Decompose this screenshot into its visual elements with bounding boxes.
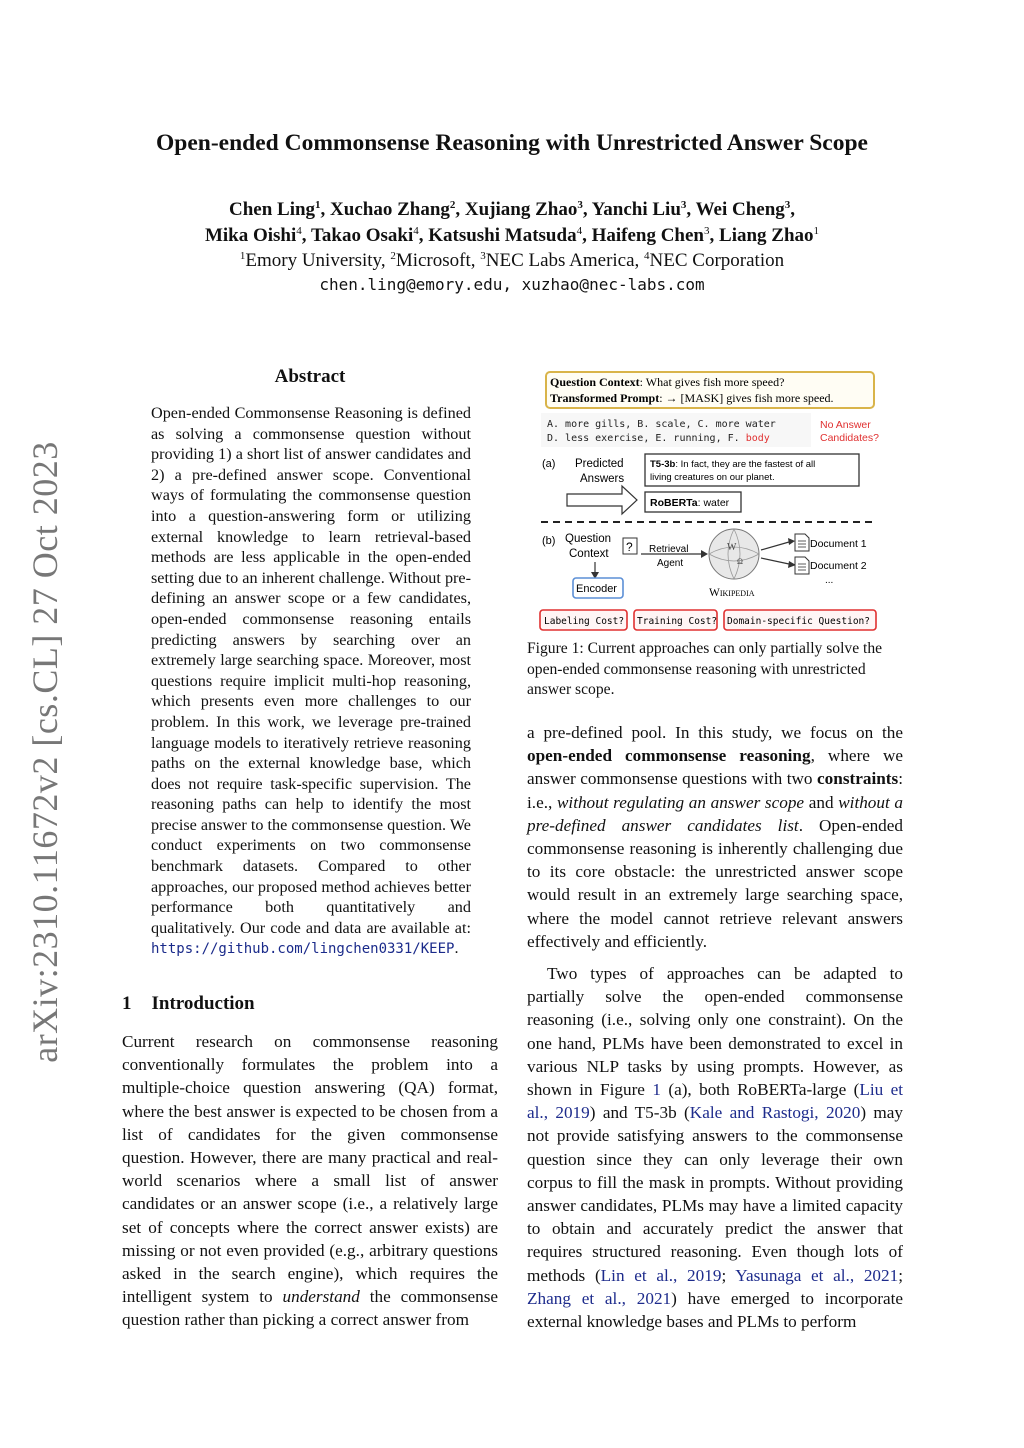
svg-text:...: ... [825, 575, 834, 586]
svg-text:living creatures on our planet: living creatures on our planet. [650, 472, 775, 483]
intro-paragraph: Current research on commonsense reasoning conventionally formulates the problem into a multiple-choice question answering (QA) format, where the best answer is expected to be chosen from a list of candidates for the given commonsense question. However, there are many practical and real-world scenarios where a small list of answer candidates or an answer scope (i.e., a relatively large set of concepts where the correct answer exists) are missing or not even provided (e.g., arbitrary questions asked in the search engine), which requires the intelligent system to understand the commonsense question rather than picking a correct answer from [122, 1032, 499, 1330]
author-line-1: Chen Ling$^1$, Xuchao Zhang$^2$, Xujiang Zhao$^3$, Yanchi Liu$^3$, Wei Cheng$^3$, [228, 199, 796, 220]
svg-text:Candidates?: Candidates? [820, 432, 879, 444]
author: Liang Zhao$^1$ [719, 225, 820, 246]
citation[interactable]: Kale and Rastogi, 2020 [689, 1103, 861, 1123]
svg-text:RoBERTa: water: RoBERTa: water [650, 497, 730, 509]
svg-text:Document 1: Document 1 [810, 538, 867, 550]
author: Chen Ling$^1$ [228, 199, 321, 220]
svg-text:A. more gills, B. scale, C. mo: A. more gills, B. scale, C. more water [547, 419, 776, 430]
arxiv-id: arXiv:2310.11672v2 [cs.CL] 27 Oct 2023 [25, 441, 65, 1063]
svg-text:(b): (b) [542, 535, 556, 547]
svg-text:No Answer: No Answer [820, 419, 871, 431]
svg-text:D. less exercise, E. running,: D. less exercise, E. running, F. body [547, 433, 770, 444]
figure-1 [537, 370, 882, 634]
svg-text:Encoder: Encoder [576, 583, 617, 595]
author: Haifeng Chen$^3$ [591, 225, 710, 246]
document-icon [795, 534, 809, 551]
arrow-icon [567, 486, 637, 514]
svg-text:T5-3b: In fact, they are the f: T5-3b: In fact, they are the fastest of all [650, 459, 816, 470]
svg-text:Wikipedia: Wikipedia [709, 587, 755, 599]
svg-text:Question Context: What gives f: Question Context: What gives fish more speed? [550, 375, 785, 389]
abstract-heading: Abstract [274, 366, 346, 387]
svg-text:Retrieval: Retrieval [649, 544, 689, 555]
author: Takao Osaki$^4$ [310, 225, 419, 246]
svg-text:?: ? [626, 540, 633, 554]
svg-text:Agent: Agent [657, 558, 684, 569]
svg-text:Question: Question [565, 533, 612, 545]
wikipedia-globe-icon [709, 529, 759, 579]
author: Mika Oishi$^4$ [204, 225, 302, 246]
section-heading-introduction: 1 Introduction [122, 993, 255, 1014]
svg-text:Transformed Prompt: → [MASK] g: Transformed Prompt: → [MASK] gives fish more speed. [550, 391, 834, 405]
svg-text:Answers: Answers [580, 473, 625, 485]
figure-ref[interactable]: 1 [652, 1080, 661, 1100]
author: Xujiang Zhao$^3$ [464, 199, 583, 220]
affiliations: $^1$Emory University, $^2$Microsoft, $^3$NEC Labs America, $^4$NEC Corporation [239, 250, 785, 271]
citation[interactable]: Yasunaga et al., 2021 [735, 1265, 899, 1285]
code-link[interactable]: https://github.com/lingchen0331/KEEP [151, 941, 455, 958]
svg-text:Ω: Ω [737, 557, 743, 566]
right-column-paragraph-1: a pre-defined pool. In this study, we focus on the open-ended commonsense reasoning, where we answer commonsense questions with two constraints: i.e., without regulating an answer scope and without a pre-defined answer candidates list. Open-ended commonsense reasoning is inherently challenging due to its core obstacle: the unrestricted answer scope would result in an extremely large searching space, where the model cannot retrieve relevant answers effectively and efficiently. [527, 723, 904, 951]
svg-text:(a): (a) [542, 458, 556, 470]
svg-text:Labeling Cost?: Labeling Cost? [544, 616, 625, 627]
svg-text:Context: Context [569, 548, 609, 560]
author: Xuchao Zhang$^2$ [330, 199, 456, 220]
document-icon [795, 557, 809, 574]
author: Wei Cheng$^3$ [695, 199, 791, 220]
author: Katsushi Matsuda$^4$ [428, 225, 583, 246]
svg-text:Training Cost?: Training Cost? [637, 616, 718, 627]
citation[interactable]: Liu et al., 2019 [527, 1080, 904, 1123]
right-column-paragraph-2: Two types of approaches can be adapted to partially solve the open-ended commonsense reasoning (i.e., solving only one constraint). On the one hand, PLMs have been demonstrated to excel in various NLP tasks by using prompts. However, as shown in Figure 1 (a), both RoBERTa-large (Liu et al., 2019) and T5-3b (Kale and Rastogi, 2020) may not provide satisfying answers to the commonsense question since they can only leverage their own corpus to fill the mask in prompts. Without providing answer candidates, PLMs may have a limited capacity to obtain and accurately predict the answer that requires structured reasoning. Even though lots of methods (Lin et al., 2019; Yasunaga et al., 2021; Zhang et al., 2021) have emerged to incorporate external knowledge bases and PLMs to perform [527, 964, 904, 1332]
author: Yanchi Liu$^3$ [591, 199, 687, 220]
paper-title: Open-ended Commonsense Reasoning with Unrestricted Answer Scope [156, 130, 868, 156]
svg-text:W: W [727, 542, 737, 553]
svg-text:Domain-specific Question?: Domain-specific Question? [727, 616, 870, 627]
abstract-body: Open-ended Commonsense Reasoning is defined as solving a commonsense question without providing 1) a short list of answer candidates and 2) a pre-defined answer scope. Conventional ways of formulating the commonsense question into a question-answering form or utilizing external knowledge to learn retrieval-based methods are less applicable in the open-ended setting due to an inherent challenge. Without pre-defining an answer scope or a few candidates, open-ended commonsense reasoning entails predicting answers by searching over an extremely large searching space. Moreover, most questions require implicit multi-hop reasoning, which presents even more challenges to our problem. In this work, we leverage pre-trained language models to iteratively retrieve reasoning paths on the external knowledge base, which does not require task-specific supervision. The reasoning paths can help to identify the most precise answer to the commonsense question. We conduct experiments on two commonsense benchmark datasets. Compared to other approaches, our proposed method achieves better performance both quantitatively and qualitatively. Our code and data are available at: https://github.com/lingchen0331/KEEP. [151, 404, 472, 958]
author-emails: chen.ling@emory.edu, xuzhao@nec-labs.com [319, 275, 705, 294]
author-line-2: Mika Oishi$^4$, Takao Osaki$^4$, Katsushi Matsuda$^4$, Haifeng Chen$^3$, Liang Zhao$^1$ [204, 225, 820, 246]
citation[interactable]: Lin et al., 2019 [600, 1265, 722, 1285]
svg-text:Predicted: Predicted [575, 458, 624, 470]
figure-caption: Figure 1: Current approaches can only partially solve the open-ended commonsense reasoning with unrestricted answer scope. [527, 640, 883, 698]
svg-text:Document 2: Document 2 [810, 560, 867, 572]
citation[interactable]: Zhang et al., 2021 [527, 1288, 672, 1308]
